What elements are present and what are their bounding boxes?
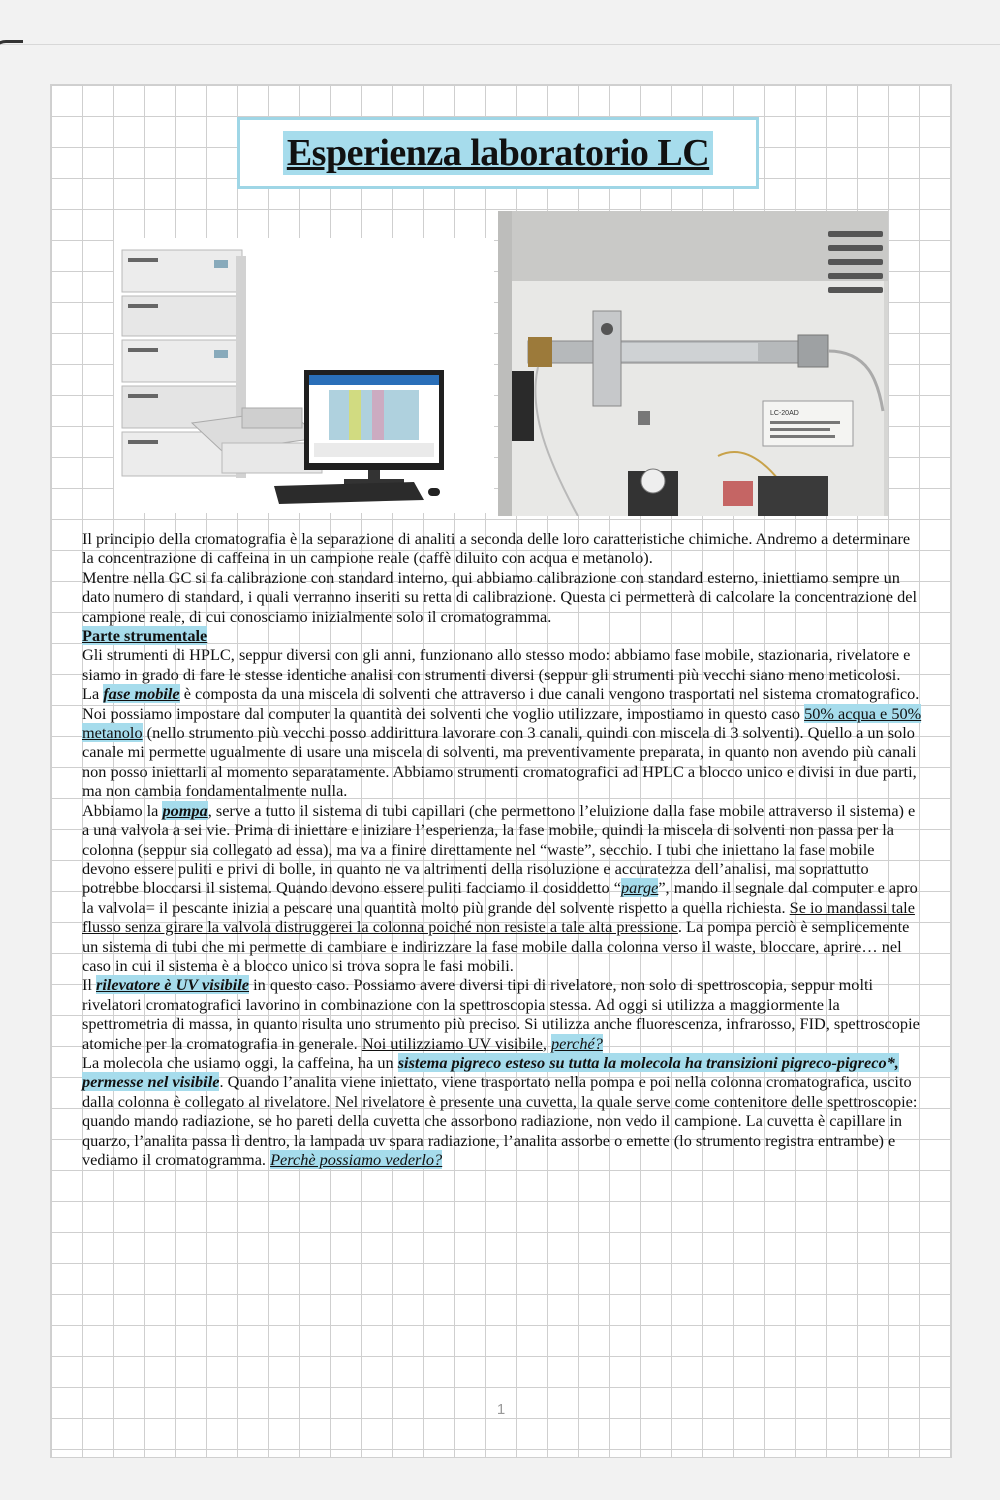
section-heading: Parte strumentale: [82, 626, 208, 646]
paragraph-detector: Il rilevatore è UV visibile in questo caso. Possiamo avere diversi tipi di rivelatore, non solo di spettroscopia, seppur molti rivelatori cromatografici lavorino in combinazione con la spettroscopia stessa. Ad oggi si utilizza a maggiormente la spettrometria di massa, in quanto risulta uno strumento più preciso. Si utilizza anche fluorescenza, infrarosso, FID, spettroscopie atomiche per la cromatografia in generale. Noi utilizziamo UV visibile, perché?: [82, 975, 920, 1053]
term-fase-mobile: fase mobile: [103, 684, 180, 704]
paragraph-instruments: Gli strumenti di HPLC, seppur diversi con gli anni, funzionano allo stesso modo: abbiamo fase mobile, stazionaria, rivelatore e siamo in grado di fare le stesse identiche analisi con strumenti diversi (seppur gli strumenti più vecchi siano meno meticolosi.: [82, 645, 911, 684]
paragraph-intro: Il principio della cromatografia è la separazione di analiti a seconda delle loro caratteristiche chimiche. Andremo a determinare la concentrazione di caffeina in un campione reale (caffè diluito con acqua e metanolo).: [82, 529, 911, 568]
title-box: [237, 117, 759, 189]
paragraph-mobile-phase: La fase mobile è composta da una miscela di solventi che attraverso i due canali vengono trasportati nel sistema cromatografico. Noi possiamo impostare dal computer la quantità dei solventi che voglio utilizzare, impostiamo in questo caso 50% acqua e 50% metanolo (nello strumento più vecchi posso addirittura lavorare con 3 canali, quindi con miscela di 3 solventi). Quello a un solo canale mi permette ugualmente di usare una miscela di solventi, ma preventivamente preparata, in quanto non avendo più canali non posso iniettarli al momento separatamente. Abbiamo strumenti cromatografici ad HPLC a blocco unico e divisi in due parti, ma non cambia fondamentalmente nulla.: [82, 684, 922, 801]
page-corner-decoration: [0, 40, 23, 73]
viewer-top-bar: [0, 0, 1000, 45]
uv-visible-underline: Noi utilizziamo UV visibile: [361, 1033, 543, 1053]
document-body: [82, 529, 922, 1169]
term-parge: parge: [620, 878, 659, 898]
instrument-label: LC-20AD: [770, 410, 799, 417]
page-title: Esperienza laboratorio LC: [283, 131, 713, 175]
pigreco-highlight: sistema pigreco esteso su tutta la molecola ha transizioni pigreco-pigreco*, permesse nel visibile: [82, 1052, 899, 1092]
term-pompa: pompa: [162, 800, 208, 820]
paragraph-caffeine: La molecola che usiamo oggi, la caffeina, ha un sistema pigreco esteso su tutta la molecola ha transizioni pigreco-pigreco*, permesse nel visibile. Quando l’analita viene iniettato, viene trasportato nella pompa e poi nella colonna cromatografica, uscito dalla colonna è collegato al rivelatore. Nel rivelatore è presente una cuvetta, la quale serve come contenitore delle spettroscopie: quando mando radiazione, se ho pareti della cuvetta che assorbono radiazione, non vedo il campione. La cuvetta è capillare in quarzo, l’analita passa lì dentro, la lampada uv spara radiazione, l’analita assorbe o emette (lo strumento registra entrambe) e vediamo il cromatogramma. Perchè possiamo vederlo?: [82, 1052, 918, 1169]
pressure-warning-underline: Se io mandassi tale flusso senza girare la valvola distruggerei la colonna poiché non resiste a tale alta pressione: [82, 897, 915, 937]
paragraph-calibration: Mentre nella GC si fa calibrazione con standard interno, qui abbiamo calibrazione con standard esterno, iniettiamo sempre un dato numero di standard, i quali verranno inseriti su retta di calibrazione. Questa ci permetterà di calcolare la concentrazione del campione reale, di cui conosciamo inizialmente solo il cromatogramma.: [82, 567, 917, 626]
hplc-column-image: [498, 211, 888, 516]
term-rilevatore: rilevatore è UV visibile: [96, 975, 250, 995]
hplc-system-image: [114, 238, 494, 513]
notebook-page: [50, 84, 952, 1458]
question-vederlo: Perchè possiamo vederlo?: [270, 1150, 443, 1169]
paragraph-pump: Abbiamo la pompa, serve a tutto il sistema di tubi capillari (che permettono l’eluizione dalla fase mobile attraverso il sistema) e a una valvola a sei vie. Prima di iniettare e iniziare l’esperienza, la fase mobile, quindi la miscela di solventi non passa per la colonna (seppur sia collegato ad essa), ma va a finire direttamente nel “waste”, secchio. I tubi che iniettano la fase mobile devono essere puliti e privi di bolle, in quanto ne va altrimenti della risoluzione e accuratezza dell’analisi, ma soprattutto potrebbe bloccarsi il sistema. Quando devono essere puliti facciamo il cosiddetto “parge”, mando il segnale dal computer e apro la valvola= il pescante inizia a pescare una quantità molto più grande del solvente rispetto a quella richiesta. Se io mandassi tale flusso senza girare la valvola distruggerei la colonna poiché non resiste a tale alta pressione. La pompa perciò è semplicemente un sistema di tubi che mi permette di cambiare e indirizzare la fase mobile dalla colonna verso il waste, bloccare, aprire… nel caso in cui il sistema è a blocco unico si trova sopra le fasi mobili.: [82, 800, 918, 975]
question-perche: perché?: [551, 1033, 603, 1053]
solvent-ratio-highlight: 50% acqua e 50% metanolo: [82, 703, 922, 743]
page-number: 1: [496, 1401, 506, 1418]
